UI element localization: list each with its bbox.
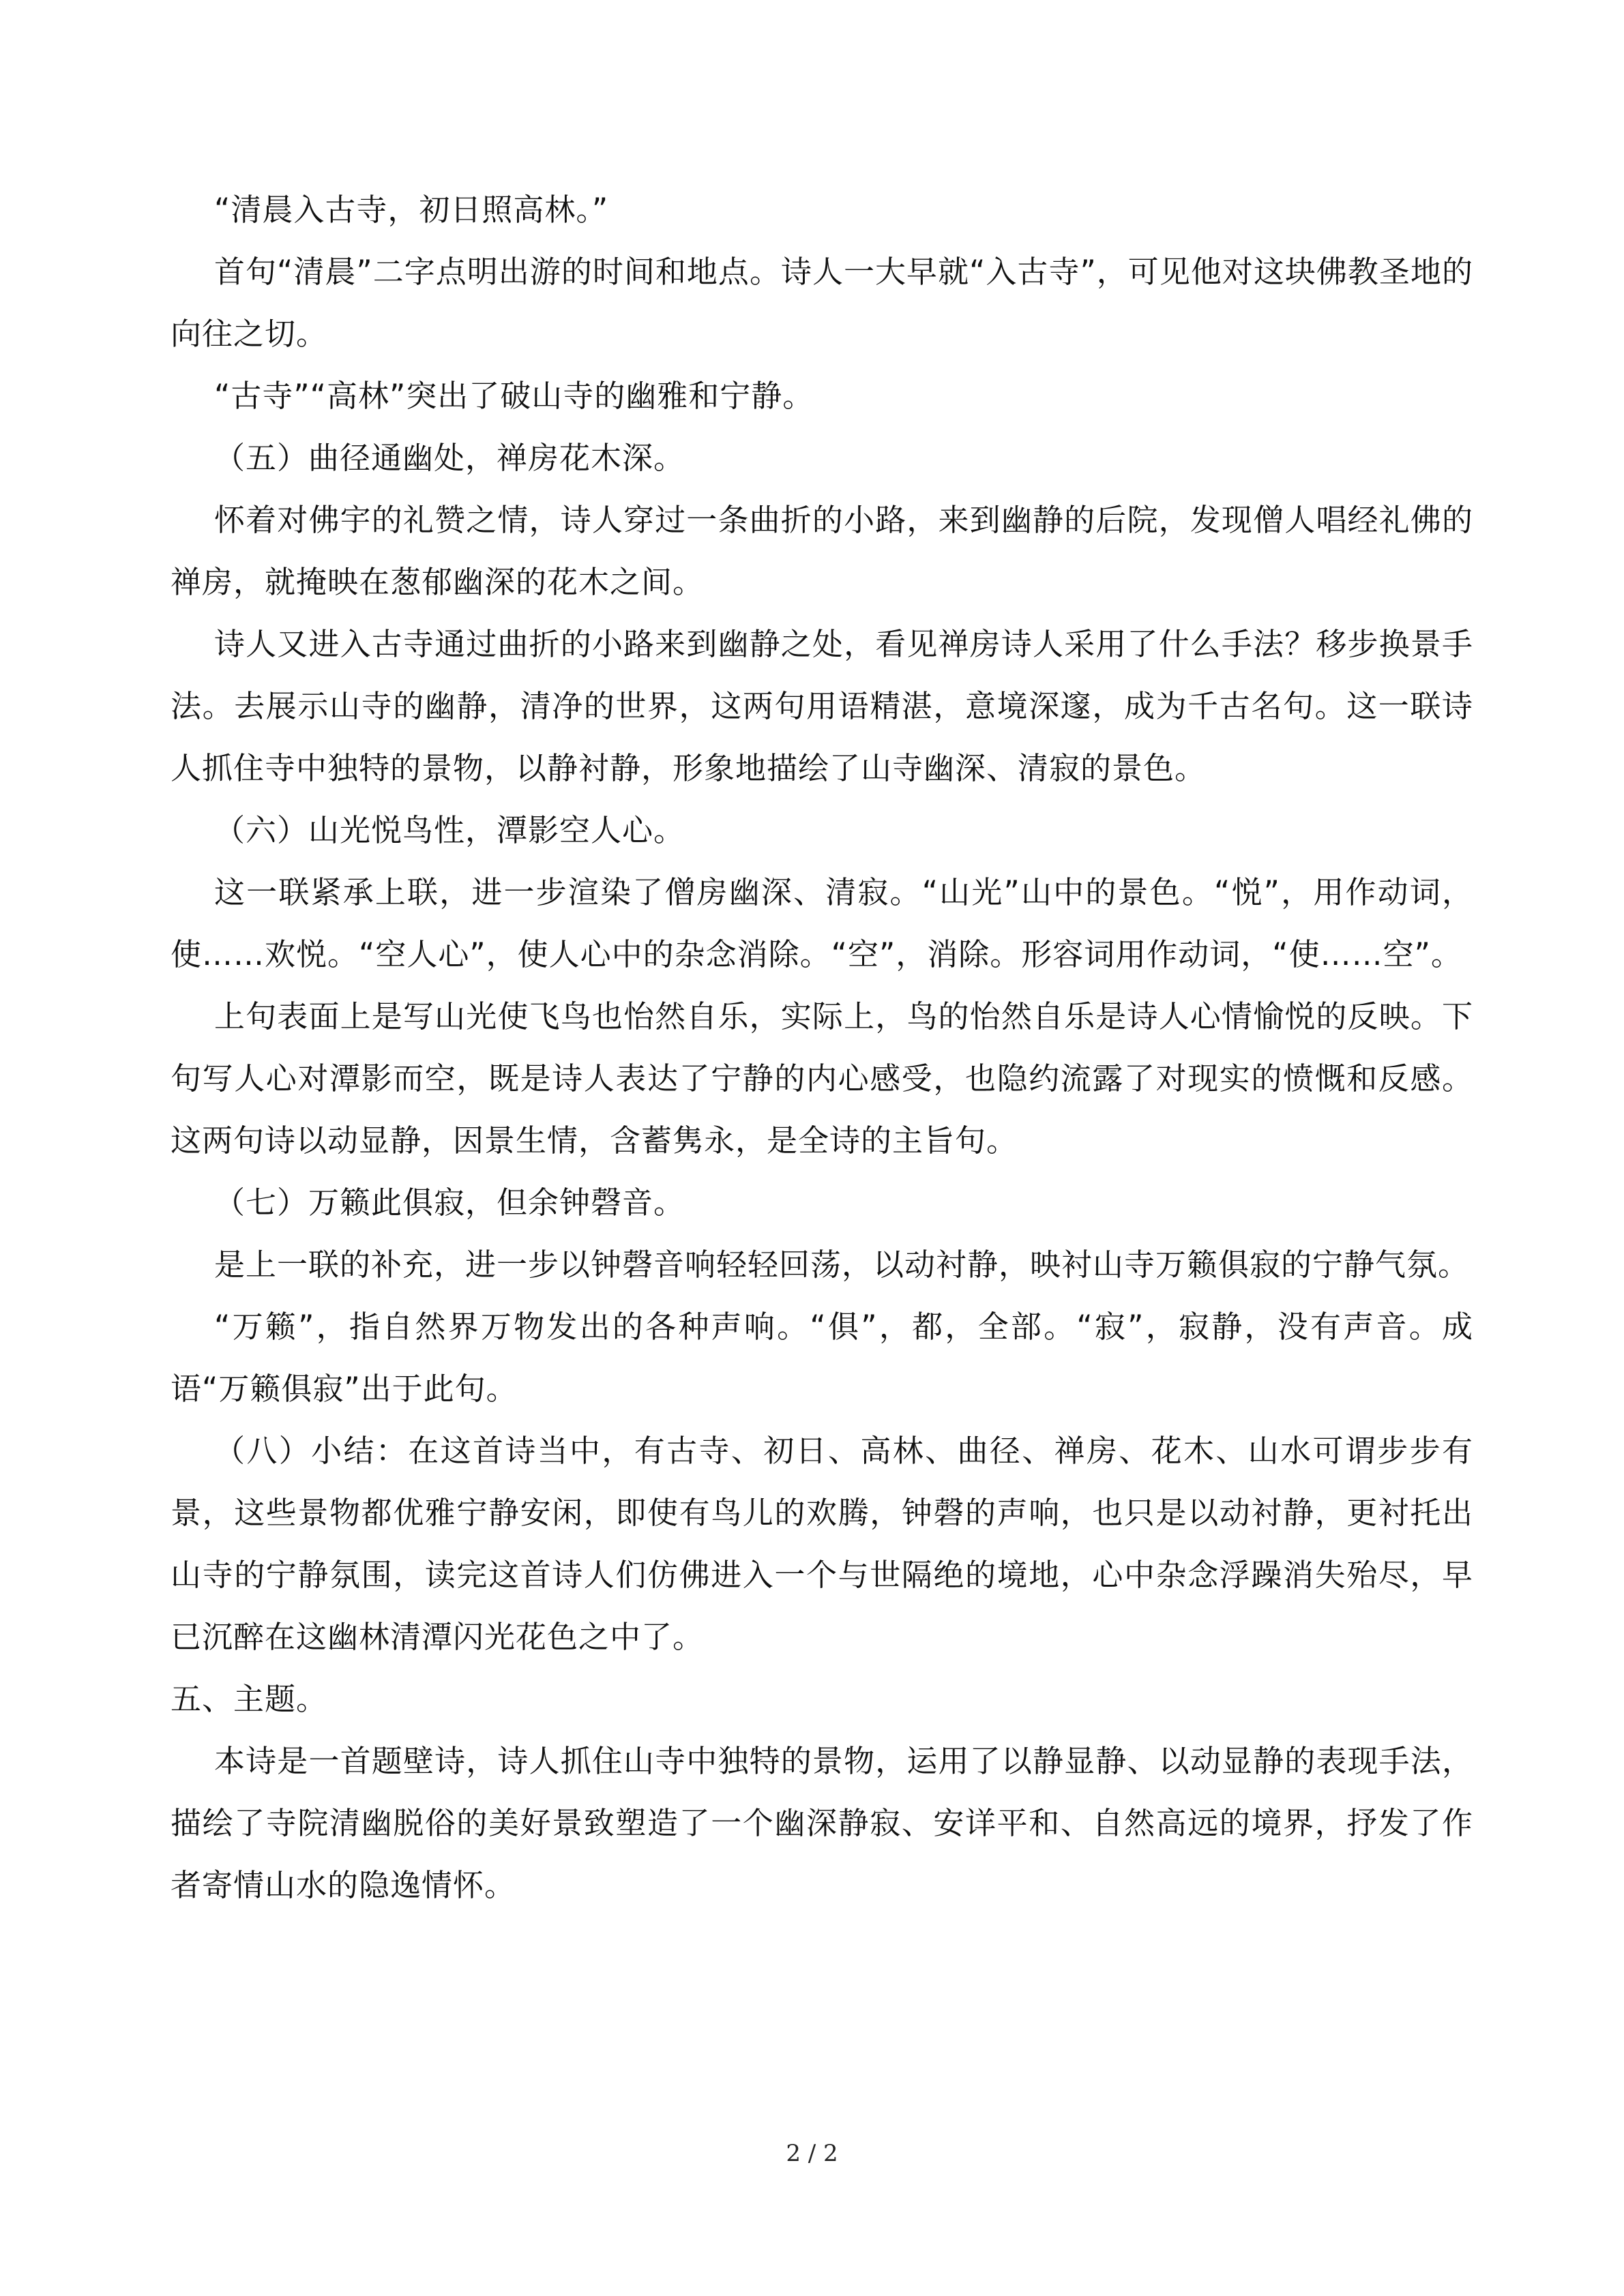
section-heading-six: （六）山光悦鸟性，潭影空人心。 — [214, 812, 685, 848]
paragraph-poem-line: “清晨入古寺，初日照高林。” — [214, 192, 609, 228]
paragraph-summary: （八）小结：在这首诗当中，有古寺、初日、高林、曲径、禅房、花木、山水可谓步步有景，这些景物都优雅宁静安闲，即使有鸟儿的欢腾，钟磬的声响，也只是以动衬静，更衬托出山寺的宁静氛围，读完这首诗人们仿佛进入一个与世隔绝的境地，心中杂念浮躁消失殆尽，早已沉醉在这幽林清潭闪光花色之中了。 — [171, 1433, 1473, 1655]
paragraph-bell-sound: 是上一联的补充，进一步以钟磬音响轻轻回荡，以动衬静，映衬山寺万籁俱寂的宁静气氛。 — [214, 1247, 1470, 1283]
paragraph-path-description: 怀着对佛宇的礼赞之情，诗人穿过一条曲折的小路，来到幽静的后院，发现僧人唱经礼佛的禅房，就掩映在葱郁幽深的花木之间。 — [171, 502, 1473, 600]
paragraph-wanlai-explanation: “万籁”，指自然界万物发出的各种声响。“俱”，都，全部。“寂”，寂静，没有声音。成语“万籁俱寂”出于此句。 — [171, 1309, 1473, 1407]
section-heading-theme: 五、主题。 — [171, 1681, 328, 1717]
paragraph-theme-sentence: 上句表面上是写山光使飞鸟也怡然自乐，实际上，鸟的怡然自乐是诗人心情愉悦的反映。下句写人心对潭影而空，既是诗人表达了宁静的内心感受，也隐约流露了对现实的愤慨和反感。这两句诗以动显静，因景生情，含蓄隽永，是全诗的主旨句。 — [171, 998, 1473, 1159]
page-number: 2 / 2 — [786, 2140, 838, 2167]
paragraph-technique-analysis: 诗人又进入古寺通过曲折的小路来到幽静之处，看见禅房诗人采用了什么手法？移步换景手法。去展示山寺的幽静，清净的世界，这两句用语精湛，意境深邃，成为千古名句。这一联诗人抓住寺中独特的景物，以静衬静，形象地描绘了山寺幽深、清寂的景色。 — [171, 626, 1473, 786]
paragraph-theme: 本诗是一首题壁诗，诗人抓住山寺中独特的景物，运用了以静显静、以动显静的表现手法，描绘了寺院清幽脱俗的美好景致塑造了一个幽深静寂、安详平和、自然高远的境界，抒发了作者寄情山水的隐逸情怀。 — [171, 1743, 1473, 1903]
section-heading-seven: （七）万籁此俱寂，但余钟磬音。 — [214, 1184, 685, 1221]
section-heading-five: （五）曲径通幽处，禅房花木深。 — [214, 440, 685, 476]
paragraph-ancient-temple-note: “古寺”“高林”突出了破山寺的幽雅和宁静。 — [214, 378, 814, 414]
paragraph-word-explanation: 这一联紧承上联，进一步渲染了僧房幽深、清寂。“山光”山中的景色。“悦”，用作动词，使……欢悦。“空人心”，使人心中的杂念消除。“空”，消除。形容词用作动词，“使……空”。 — [171, 874, 1473, 972]
paragraph-first-line-analysis: 首句“清晨”二字点明出游的时间和地点。诗人一大早就“入古寺”，可见他对这块佛教圣地的向往之切。 — [171, 254, 1473, 352]
document-body — [171, 179, 1473, 1916]
